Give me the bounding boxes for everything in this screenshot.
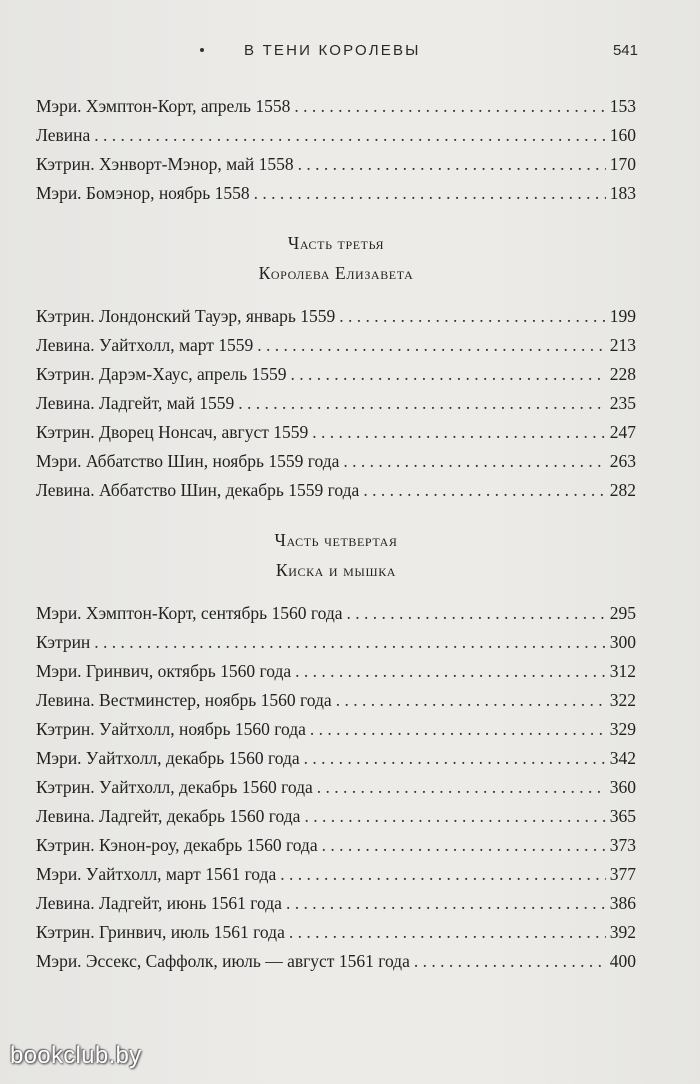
dot-leader	[291, 360, 606, 389]
part-label: Часть четвертая	[274, 530, 398, 550]
toc-entry-title: Кэтрин. Гринвич, июль 1561 года	[36, 922, 285, 942]
toc-entry	[36, 476, 636, 505]
toc-entry-title: Левина. Ладгейт, декабрь 1560 года	[36, 806, 301, 826]
toc-entry	[36, 179, 636, 208]
toc-entry-page: 183	[609, 183, 636, 203]
dot-leader	[304, 744, 606, 773]
toc-entry-title: Кэтрин. Уайтхолл, декабрь 1560 года	[36, 777, 313, 797]
toc-entry	[36, 331, 636, 360]
toc-entry-page: 400	[609, 951, 636, 971]
toc-entry-title: Левина	[36, 125, 91, 145]
toc-entry-title: Кэтрин. Уайтхолл, ноябрь 1560 года	[36, 719, 306, 739]
toc-entry	[36, 389, 636, 418]
toc-entry	[36, 628, 636, 657]
toc-entry-page: 392	[609, 922, 636, 942]
running-head-title: В ТЕНИ КОРОЛЕВЫ	[244, 42, 421, 59]
toc-entry-page: 263	[609, 451, 636, 471]
toc-entry	[36, 860, 636, 889]
dot-leader	[363, 476, 605, 505]
dot-leader	[304, 802, 605, 831]
toc-entry-title: Левина. Ладгейт, май 1559	[36, 393, 235, 413]
toc-part-three	[36, 228, 636, 505]
toc-entry-page: 228	[609, 364, 636, 384]
toc-entry	[36, 447, 636, 476]
dot-leader	[280, 860, 606, 889]
dot-leader	[286, 889, 606, 918]
toc-entry-page: 153	[609, 96, 636, 116]
dot-leader	[336, 686, 606, 715]
toc-entry-page: 373	[609, 835, 636, 855]
dot-leader	[94, 628, 605, 657]
toc-entry	[36, 802, 636, 831]
toc-entry-title: Мэри. Хэмптон-Корт, апрель 1558	[36, 96, 291, 116]
toc-entry-page: 360	[609, 777, 636, 797]
toc-entry	[36, 918, 636, 947]
table-of-contents	[36, 92, 636, 976]
toc-entry	[36, 831, 636, 860]
dot-leader	[322, 831, 606, 860]
toc-entry	[36, 773, 636, 802]
toc-entry-page: 213	[609, 335, 636, 355]
dot-leader	[254, 179, 606, 208]
toc-entry	[36, 92, 636, 121]
dot-leader	[298, 150, 606, 179]
toc-entry	[36, 121, 636, 150]
toc-entry-title: Кэтрин. Кэнон-роу, декабрь 1560 года	[36, 835, 318, 855]
part-label: Часть третья	[287, 233, 385, 253]
running-head-dot	[200, 48, 204, 52]
toc-entry-page: 295	[609, 603, 636, 623]
toc-entry-title: Мэри. Уайтхолл, март 1561 года	[36, 864, 277, 884]
toc-entry-page: 235	[609, 393, 636, 413]
toc-entry-title: Кэтрин	[36, 632, 91, 652]
dot-leader	[257, 331, 605, 360]
toc-part-four	[36, 525, 636, 976]
toc-entry	[36, 360, 636, 389]
running-head	[0, 40, 700, 64]
dot-leader	[317, 773, 606, 802]
toc-entry-title: Левина. Вестминстер, ноябрь 1560 года	[36, 690, 332, 710]
toc-entry	[36, 744, 636, 773]
toc-entry-page: 247	[609, 422, 636, 442]
toc-entry-title: Мэри. Аббатство Шин, ноябрь 1559 года	[36, 451, 340, 471]
toc-entry	[36, 686, 636, 715]
toc-entry	[36, 418, 636, 447]
toc-entry-page: 282	[609, 480, 636, 500]
toc-entry-page: 170	[609, 154, 636, 174]
toc-entry	[36, 947, 636, 976]
toc-entry-page: 199	[609, 306, 636, 326]
toc-entry-title: Мэри. Уайтхолл, декабрь 1560 года	[36, 748, 300, 768]
toc-entry-title: Мэри. Эссекс, Саффолк, июль — август 1561 года	[36, 951, 410, 971]
dot-leader	[414, 947, 606, 976]
toc-entry-page: 300	[609, 632, 636, 652]
toc-entry-title: Кэтрин. Дворец Нонсач, август 1559	[36, 422, 309, 442]
dot-leader	[294, 92, 605, 121]
toc-entry-title: Мэри. Хэмптон-Корт, сентябрь 1560 года	[36, 603, 343, 623]
toc-entry-page: 377	[609, 864, 636, 884]
toc-entry-title: Левина. Ладгейт, июнь 1561 года	[36, 893, 282, 913]
toc-entry-title: Левина. Аббатство Шин, декабрь 1559 года	[36, 480, 360, 500]
part-title: Королева Елизавета	[258, 263, 414, 283]
dot-leader	[312, 418, 606, 447]
toc-entry-page: 160	[609, 125, 636, 145]
toc-entry-title: Мэри. Бомэнор, ноябрь 1558	[36, 183, 250, 203]
dot-leader	[347, 599, 606, 628]
part-title: Киска и мышка	[275, 560, 397, 580]
toc-entry	[36, 599, 636, 628]
toc-entry	[36, 889, 636, 918]
toc-entry-title: Кэтрин. Лондонский Тауэр, январь 1559	[36, 306, 336, 326]
dot-leader	[310, 715, 606, 744]
toc-entry	[36, 715, 636, 744]
toc-entry-title: Кэтрин. Дарэм-Хаус, апрель 1559	[36, 364, 287, 384]
dot-leader	[339, 302, 606, 331]
dot-leader	[94, 121, 605, 150]
site-watermark: bookclub.by	[10, 1042, 142, 1069]
toc-entry-title: Левина. Уайтхолл, март 1559	[36, 335, 254, 355]
toc-entry-page: 322	[609, 690, 636, 710]
toc-entry	[36, 657, 636, 686]
toc-intro-section	[36, 92, 636, 208]
toc-entry-page: 312	[609, 661, 636, 681]
toc-entry-title: Кэтрин. Хэнворт-Мэнор, май 1558	[36, 154, 294, 174]
toc-entry-title: Мэри. Гринвич, октябрь 1560 года	[36, 661, 292, 681]
toc-entry-page: 365	[609, 806, 636, 826]
toc-entry-page: 342	[609, 748, 636, 768]
toc-entry	[36, 150, 636, 179]
toc-entry-page: 386	[609, 893, 636, 913]
dot-leader	[289, 918, 606, 947]
toc-entry-page: 329	[609, 719, 636, 739]
dot-leader	[238, 389, 606, 418]
dot-leader	[343, 447, 605, 476]
toc-entry	[36, 302, 636, 331]
dot-leader	[295, 657, 606, 686]
page-number: 541	[612, 42, 638, 59]
